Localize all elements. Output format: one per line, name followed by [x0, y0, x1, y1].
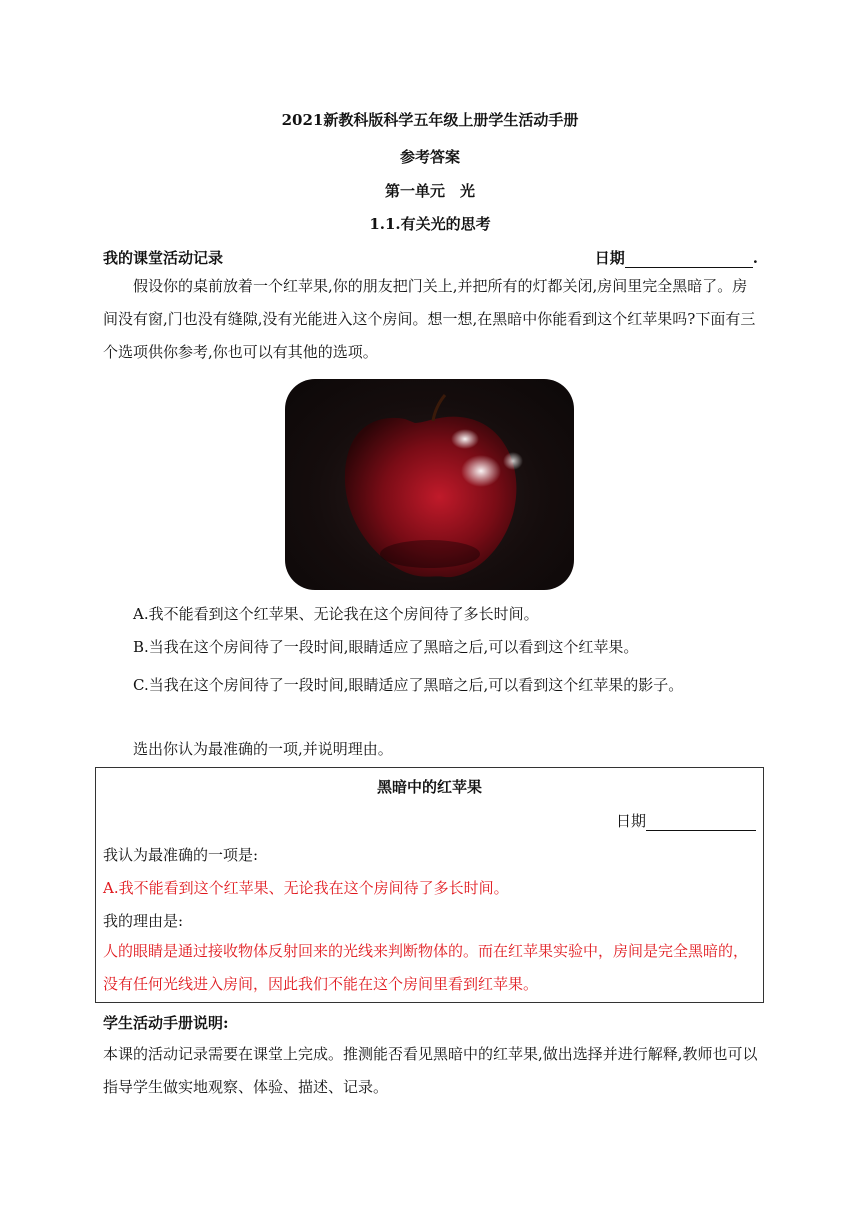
answer-box-date-label: 日期	[615, 812, 646, 830]
record-date-blank[interactable]	[625, 251, 753, 268]
notes-heading: 学生活动手册说明:	[103, 1014, 229, 1032]
apple-illustration	[285, 379, 574, 590]
lesson-heading: 1.1.有关光的思考	[369, 215, 491, 233]
answer-box-title: 黑暗中的红苹果	[376, 778, 482, 796]
notes-text: 本课的活动记录需要在课堂上完成。推测能否看见黑暗中的红苹果,做出选择并进行解释,教师也可以指导学生做实地观察、体验、描述、记录。	[103, 1045, 758, 1096]
choice-question: 我认为最准确的一项是:	[103, 846, 259, 864]
reason-question: 我的理由是:	[103, 912, 184, 930]
option-b: B.当我在这个房间待了一段时间,眼睛适应了黑暗之后,可以看到这个红苹果。	[133, 638, 639, 656]
record-date	[595, 247, 758, 268]
unit-heading: 第一单元 光	[384, 182, 475, 200]
choice-answer: A.我不能看到这个红苹果、无论我在这个房间待了多长时间。	[103, 879, 509, 897]
option-c: C.当我在这个房间待了一段时间,眼睛适应了黑暗之后,可以看到这个红苹果的影子。	[133, 676, 684, 694]
option-a: A.我不能看到这个红苹果、无论我在这个房间待了多长时间。	[133, 605, 539, 623]
answer-box	[95, 767, 764, 1003]
red-apple-photo	[285, 379, 574, 590]
reason-answer: 人的眼睛是通过接收物体反射回来的光线来判断物体的。而在红苹果实验中，房间是完全黑暗的，没有任何光线进入房间，因此我们不能在这个房间里看到红苹果。	[103, 942, 749, 993]
document-subtitle: 参考答案	[399, 148, 460, 166]
record-label: 我的课堂活动记录	[103, 249, 224, 267]
answer-box-date-blank[interactable]	[646, 814, 756, 831]
document-title: 2021新教科版科学五年级上册学生活动手册	[281, 111, 579, 129]
choose-prompt: 选出你认为最准确的一项,并说明理由。	[133, 740, 393, 758]
record-date-label: 日期	[594, 249, 625, 267]
record-row	[103, 247, 758, 269]
answer-box-date	[616, 810, 756, 831]
record-date-end: .	[752, 249, 758, 267]
intro-paragraph: 假设你的桌前放着一个红苹果,你的朋友把门关上,并把所有的灯都关闭,房间里完全黑暗了。房间没有窗,门也没有缝隙,没有光能进入这个房间。想一想,在黑暗中你能看到这个红苹果吗?下面有三个选项供你参考,你也可以有其他的选项。	[103, 277, 756, 361]
